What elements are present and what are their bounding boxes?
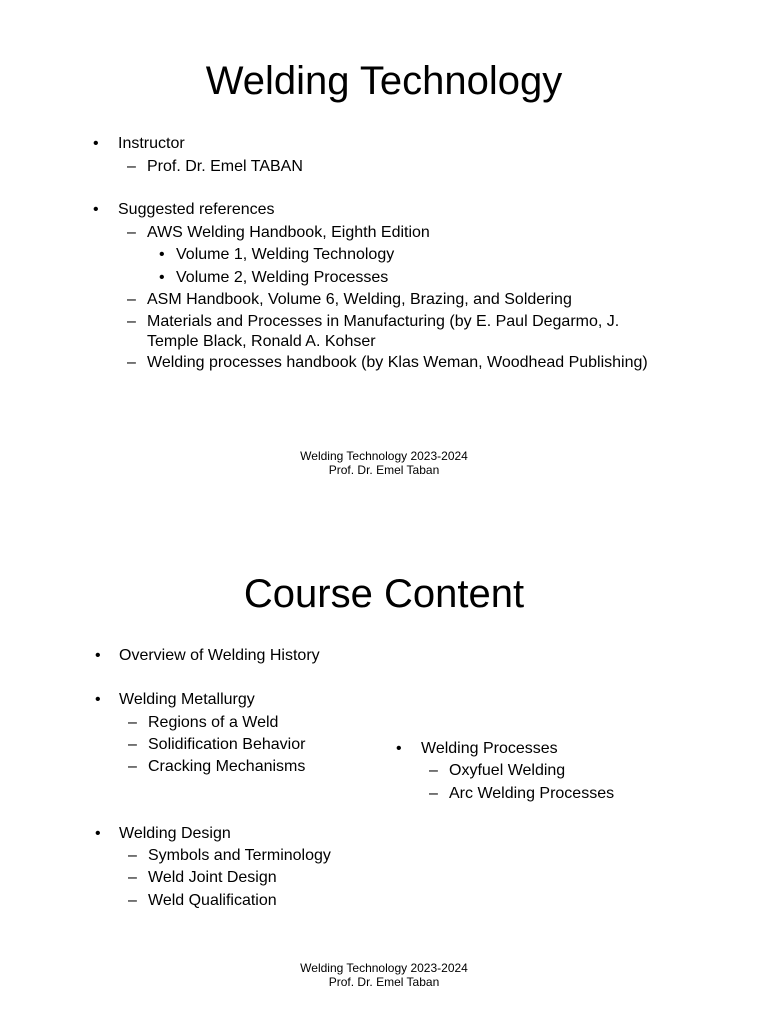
bullet: • — [93, 135, 99, 152]
bullet: • — [95, 691, 101, 708]
bullet: • — [95, 647, 101, 664]
reference-weman-handbook: Welding processes handbook (by Klas Weman, Woodhead Publishing) — [147, 354, 648, 371]
reference-aws-handbook: AWS Welding Handbook, Eighth Edition — [147, 224, 430, 241]
reference-materials-processes-line-1: Materials and Processes in Manufacturing (by E. Paul Degarmo, J. — [147, 313, 620, 330]
slide-title: Course Content — [243, 572, 525, 616]
dash: – — [127, 224, 136, 241]
metallurgy-item: Regions of a Weld — [148, 714, 279, 731]
reference-aws-volume-2: Volume 2, Welding Processes — [176, 269, 389, 286]
instructor-label: Instructor — [118, 135, 185, 152]
dash: – — [429, 785, 438, 802]
dash: – — [128, 736, 137, 753]
dash: – — [128, 869, 137, 886]
footer-course: Welding Technology 2023-2024 — [300, 961, 468, 975]
design-item: Weld Joint Design — [148, 869, 277, 886]
bullet: • — [396, 740, 402, 757]
dash: – — [128, 892, 137, 909]
reference-aws-volume-1: Volume 1, Welding Technology — [176, 246, 395, 263]
dash: – — [127, 291, 136, 308]
slide-footer — [0, 449, 768, 477]
dash: – — [128, 714, 137, 731]
footer-instructor: Prof. Dr. Emel Taban — [328, 975, 440, 989]
design-item: Weld Qualification — [148, 892, 277, 909]
instructor-name: Prof. Dr. Emel TABAN — [147, 158, 303, 175]
reference-asm-handbook: ASM Handbook, Volume 6, Welding, Brazing, and Soldering — [147, 291, 572, 308]
bullet: • — [159, 269, 165, 286]
topic-design: Welding Design — [119, 825, 231, 842]
processes-item: Oxyfuel Welding — [449, 762, 566, 779]
dash: – — [127, 158, 136, 175]
dash: – — [128, 758, 137, 775]
topic-metallurgy: Welding Metallurgy — [119, 691, 255, 708]
dash: – — [127, 313, 136, 330]
bullet: • — [95, 825, 101, 842]
dash: – — [128, 847, 137, 864]
processes-item: Arc Welding Processes — [449, 785, 615, 802]
metallurgy-item: Cracking Mechanisms — [148, 758, 306, 775]
slide-course-content — [0, 512, 768, 1024]
slide-footer — [0, 961, 768, 989]
slide-title: Welding Technology — [205, 59, 563, 103]
references-label: Suggested references — [118, 201, 275, 218]
footer-course: Welding Technology 2023-2024 — [300, 449, 468, 463]
footer-instructor: Prof. Dr. Emel Taban — [328, 463, 440, 477]
metallurgy-item: Solidification Behavior — [148, 736, 306, 753]
dash: – — [429, 762, 438, 779]
reference-materials-processes-line-2: Temple Black, Ronald A. Kohser — [147, 333, 376, 350]
topic-history: Overview of Welding History — [119, 647, 320, 664]
dash: – — [127, 354, 136, 371]
design-item: Symbols and Terminology — [148, 847, 331, 864]
bullet: • — [93, 201, 99, 218]
bullet: • — [159, 246, 165, 263]
topic-processes: Welding Processes — [421, 740, 558, 757]
